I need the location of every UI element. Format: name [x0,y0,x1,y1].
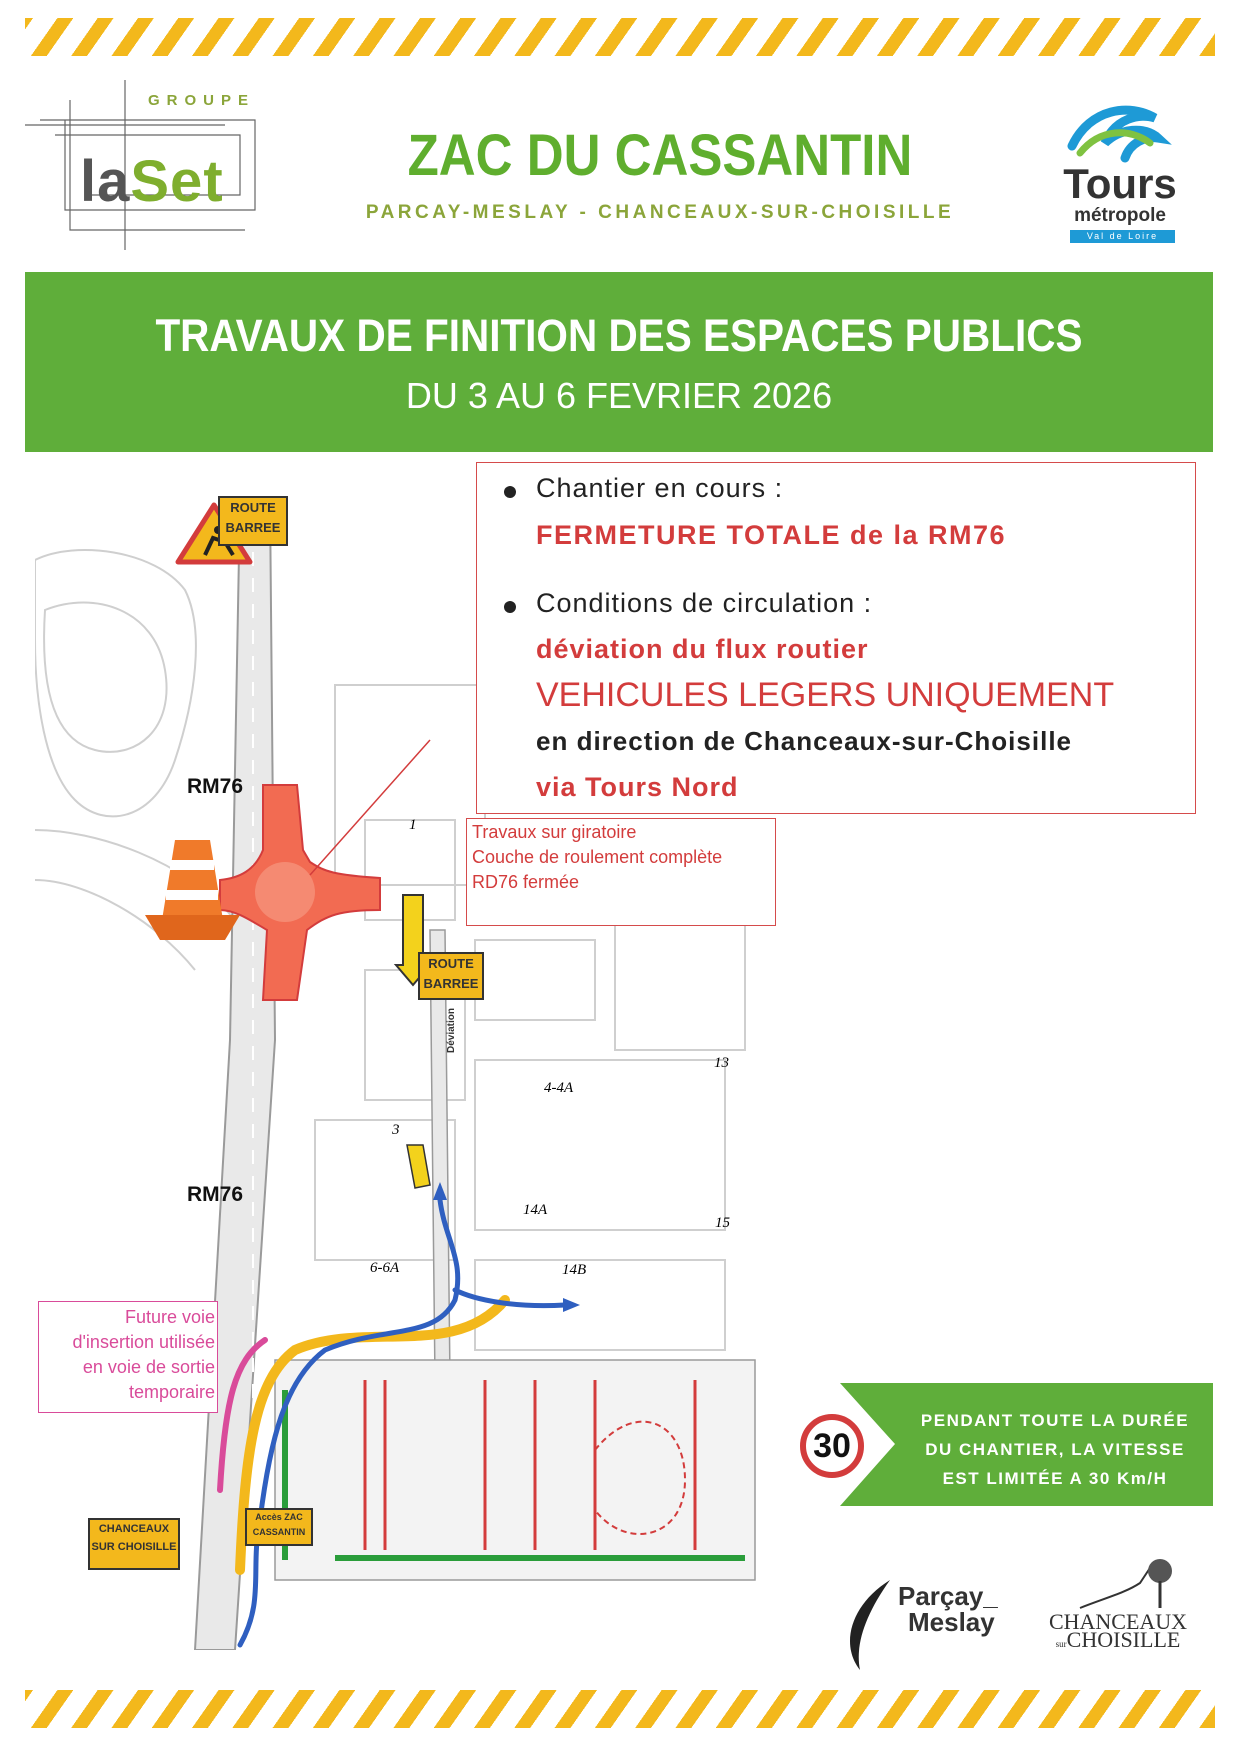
hazard-stripe-bottom [25,1690,1215,1728]
future-line3: en voie de sortie [82,1357,215,1377]
speed-line1: PENDANT TOUTE LA DURÉE [920,1411,1190,1430]
parcay-meslay-logo [898,1583,998,1635]
acces-zac-sign [245,1508,313,1546]
chanceaux-small: sur [1055,1639,1067,1649]
future-line2: d'insertion utilisée [72,1332,215,1352]
speed-limit-30-icon: 30 [800,1414,864,1478]
chanceaux-line2: CHOISILLE [1066,1627,1181,1652]
sign-acces-line1: Accès ZAC [255,1512,303,1522]
info-item1-label: Chantier en cours : [536,473,784,503]
sign-chanceaux-line1: CHANCEAUX [98,1523,170,1535]
laset-suffix: Set [130,149,224,214]
bullet [504,486,516,498]
sign-top-line1: ROUTE [230,500,276,515]
hazard-stripe-top [25,18,1215,56]
bullet [504,601,516,613]
route-barree-sign-roundabout [418,952,484,1000]
lot-number: 15 [715,1215,730,1231]
lot-number: 14A [523,1202,548,1218]
banner-dates: DU 3 AU 6 FEVRIER 2026 [405,375,833,416]
tours-metropole-label: métropole [1074,205,1166,226]
chanceaux-logo [1048,1609,1188,1653]
banner-title: TRAVAUX DE FINITION DES ESPACES PUBLICS [155,310,1083,361]
future-line4: temporaire [128,1382,215,1402]
route-barree-sign-top [218,496,288,546]
info-item2-line1: déviation du flux routier [536,634,869,664]
lot-number: 6-6A [370,1260,400,1276]
sign-mid-line2: BARREE [423,976,479,991]
speed-limit-text [900,1406,1210,1493]
sign-mid-line1: ROUTE [428,956,474,971]
lot-number: 1 [409,817,417,833]
callout-line1: Travaux sur giratoire [472,822,637,842]
tours-wordmark: Tours [1063,160,1177,207]
lot-number: 13 [714,1055,729,1071]
lot-number: 14B [562,1262,587,1278]
sign-acces-line2: CASSANTIN [252,1527,306,1537]
callout-line3: RD76 fermée [472,872,580,892]
info-item2-label: Conditions de circulation : [536,588,873,618]
deviation-arrow-label: Déviation [446,1007,457,1053]
parcay-line1: Parçay_ [898,1581,998,1611]
speed-line2: DU CHANTIER, LA VITESSE [925,1440,1185,1459]
sign-chanceaux-line2: SUR CHOISILLE [91,1541,177,1553]
info-item2-line4: via Tours Nord [536,772,739,802]
callout-line2: Couche de roulement complète [472,847,723,867]
road-label-rm76-bottom: RM76 [187,1183,244,1206]
tours-val-de-loire-label: Val de Loire [1070,230,1175,243]
info-item2-line2: VEHICULES LEGERS UNIQUEMENT [536,676,1115,714]
chanceaux-direction-sign [88,1518,180,1570]
future-line1: Future voie [124,1307,215,1327]
page-title: ZAC DU CASSANTIN [407,123,913,188]
speed-line3: EST LIMITÉE A 30 Km/H [942,1469,1168,1488]
lot-number: 4-4A [544,1080,574,1096]
chanceaux-line1: CHANCEAUX [1048,1609,1188,1634]
groupe-label: GROUPE [148,92,256,109]
page-subtitle: PARCAY-MESLAY - CHANCEAUX-SUR-CHOISILLE [365,202,955,223]
laset-wordmark [80,148,224,215]
chanceaux-logo-mark [1075,1553,1185,1613]
parcay-line2: Meslay [908,1607,995,1637]
lot-number: 3 [392,1122,400,1138]
title-banner [25,272,1213,452]
info-item1-value: FERMETURE TOTALE de la RM76 [536,520,1007,550]
laset-prefix: la [80,149,131,214]
parcay-meslay-logo-mark [830,1575,900,1675]
road-label-rm76-top: RM76 [187,775,244,798]
info-item2-line3: en direction de Chanceaux-sur-Choisille [536,726,1072,756]
sign-top-line2: BARREE [225,520,281,535]
